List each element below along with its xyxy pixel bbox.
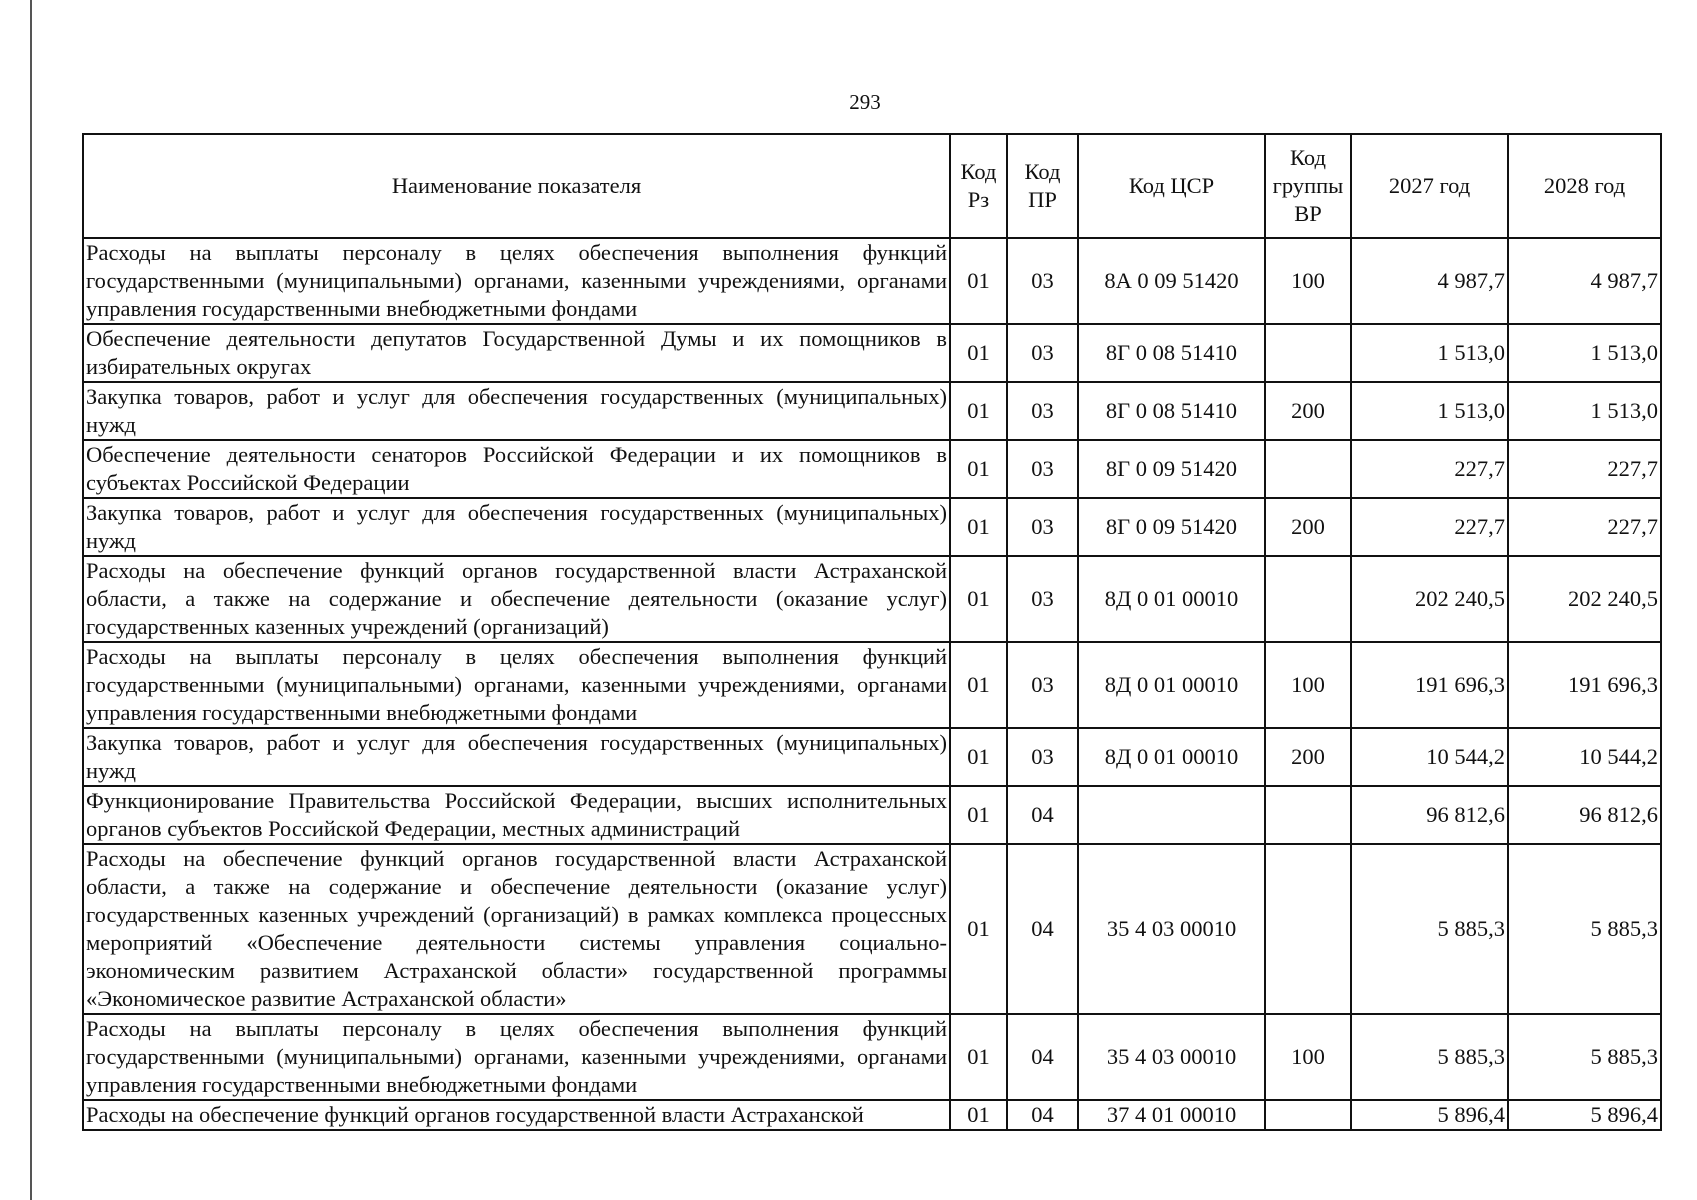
row-vr — [1265, 1100, 1351, 1130]
table-row — [83, 1100, 1661, 1130]
row-pr: 03 — [1007, 238, 1078, 324]
table-row — [83, 238, 1661, 324]
row-name: Закупка товаров, работ и услуг для обеспечения государственных (муниципальных) нужд — [83, 728, 950, 786]
row-rz: 01 — [950, 498, 1007, 556]
row-name: Расходы на выплаты персоналу в целях обеспечения выполнения функций государственными (муниципальными) органами, казенными учреждениями, органами управления государственными внебюджетными фондами — [83, 1014, 950, 1100]
row-2027: 227,7 — [1351, 498, 1508, 556]
header-pr: Код ПР — [1007, 134, 1078, 238]
header-2027: 2027 год — [1351, 134, 1508, 238]
table-row — [83, 440, 1661, 498]
row-2028: 191 696,3 — [1508, 642, 1661, 728]
row-rz: 01 — [950, 1100, 1007, 1130]
table-row — [83, 844, 1661, 1014]
row-2027: 227,7 — [1351, 440, 1508, 498]
table-row — [83, 382, 1661, 440]
row-vr: 200 — [1265, 382, 1351, 440]
header-rz: Код Рз — [950, 134, 1007, 238]
row-rz: 01 — [950, 642, 1007, 728]
row-csr: 8Д 0 01 00010 — [1078, 642, 1265, 728]
row-name: Расходы на обеспечение функций органов государственной власти Астраханской области, а также на содержание и обеспечение деятельности (оказание услуг) государственных казенных учреждений (организаций) — [83, 556, 950, 642]
row-pr: 03 — [1007, 642, 1078, 728]
row-rz: 01 — [950, 728, 1007, 786]
row-pr: 03 — [1007, 324, 1078, 382]
row-2028: 4 987,7 — [1508, 238, 1661, 324]
row-2028: 227,7 — [1508, 440, 1661, 498]
row-2027: 96 812,6 — [1351, 786, 1508, 844]
row-2028: 10 544,2 — [1508, 728, 1661, 786]
row-2027: 202 240,5 — [1351, 556, 1508, 642]
row-csr: 8Г 0 08 51410 — [1078, 382, 1265, 440]
page-number: 293 — [849, 90, 881, 114]
row-2027: 4 987,7 — [1351, 238, 1508, 324]
table-row — [83, 786, 1661, 844]
row-csr: 8Г 0 09 51420 — [1078, 498, 1265, 556]
row-2028: 5 885,3 — [1508, 844, 1661, 1014]
row-2027: 5 885,3 — [1351, 1014, 1508, 1100]
table-row — [83, 642, 1661, 728]
row-2028: 202 240,5 — [1508, 556, 1661, 642]
row-rz: 01 — [950, 440, 1007, 498]
row-name: Обеспечение деятельности депутатов Государственной Думы и их помощников в избирательных округах — [83, 324, 950, 382]
row-pr: 03 — [1007, 728, 1078, 786]
row-2027: 5 896,4 — [1351, 1100, 1508, 1130]
row-name: Обеспечение деятельности сенаторов Российской Федерации и их помощников в субъектах Российской Федерации — [83, 440, 950, 498]
row-2028: 96 812,6 — [1508, 786, 1661, 844]
row-rz: 01 — [950, 382, 1007, 440]
row-rz: 01 — [950, 786, 1007, 844]
table-row — [83, 728, 1661, 786]
row-vr — [1265, 324, 1351, 382]
row-vr — [1265, 556, 1351, 642]
row-pr: 04 — [1007, 844, 1078, 1014]
row-vr: 200 — [1265, 498, 1351, 556]
row-pr: 04 — [1007, 786, 1078, 844]
row-2027: 1 513,0 — [1351, 382, 1508, 440]
row-csr: 8Д 0 01 00010 — [1078, 728, 1265, 786]
header-vr: Код группы ВР — [1265, 134, 1351, 238]
row-name: Расходы на обеспечение функций органов государственной власти Астраханской — [83, 1100, 950, 1130]
table-row — [83, 556, 1661, 642]
margin-line — [30, 0, 32, 1200]
row-name: Закупка товаров, работ и услуг для обеспечения государственных (муниципальных) нужд — [83, 498, 950, 556]
row-csr: 8Г 0 08 51410 — [1078, 324, 1265, 382]
header-name: Наименование показателя — [83, 134, 950, 238]
row-vr: 100 — [1265, 238, 1351, 324]
header-row — [83, 134, 1661, 238]
row-pr: 03 — [1007, 382, 1078, 440]
row-2028: 5 896,4 — [1508, 1100, 1661, 1130]
row-name: Расходы на обеспечение функций органов государственной власти Астраханской области, а также на содержание и обеспечение деятельности (оказание услуг) государственных казенных учреждений (организаций) в рамках комплекса процессных мероприятий «Обеспечение деятельности системы управления социально-экономическим развитием Астраханской области» государственной программы «Экономическое развитие Астраханской области» — [83, 844, 950, 1014]
row-csr: 8Г 0 09 51420 — [1078, 440, 1265, 498]
row-name: Функционирование Правительства Российской Федерации, высших исполнительных органов субъектов Российской Федерации, местных администраций — [83, 786, 950, 844]
row-rz: 01 — [950, 238, 1007, 324]
row-2028: 5 885,3 — [1508, 1014, 1661, 1100]
row-csr — [1078, 786, 1265, 844]
row-csr: 37 4 01 00010 — [1078, 1100, 1265, 1130]
row-vr — [1265, 440, 1351, 498]
row-csr: 8А 0 09 51420 — [1078, 238, 1265, 324]
row-csr: 35 4 03 00010 — [1078, 1014, 1265, 1100]
row-rz: 01 — [950, 324, 1007, 382]
row-pr: 03 — [1007, 556, 1078, 642]
row-2028: 227,7 — [1508, 498, 1661, 556]
header-csr: Код ЦСР — [1078, 134, 1265, 238]
row-rz: 01 — [950, 556, 1007, 642]
row-rz: 01 — [950, 844, 1007, 1014]
table-row — [83, 1014, 1661, 1100]
row-csr: 35 4 03 00010 — [1078, 844, 1265, 1014]
row-vr — [1265, 786, 1351, 844]
row-2028: 1 513,0 — [1508, 382, 1661, 440]
row-2027: 1 513,0 — [1351, 324, 1508, 382]
row-name: Закупка товаров, работ и услуг для обеспечения государственных (муниципальных) нужд — [83, 382, 950, 440]
row-vr — [1265, 844, 1351, 1014]
table-body — [83, 238, 1661, 1130]
row-vr: 100 — [1265, 642, 1351, 728]
row-2028: 1 513,0 — [1508, 324, 1661, 382]
table-row — [83, 324, 1661, 382]
header-2028: 2028 год — [1508, 134, 1661, 238]
row-pr: 04 — [1007, 1100, 1078, 1130]
row-name: Расходы на выплаты персоналу в целях обеспечения выполнения функций государственными (муниципальными) органами, казенными учреждениями, органами управления государственными внебюджетными фондами — [83, 238, 950, 324]
row-2027: 191 696,3 — [1351, 642, 1508, 728]
row-pr: 04 — [1007, 1014, 1078, 1100]
budget-table — [82, 133, 1662, 1131]
row-pr: 03 — [1007, 498, 1078, 556]
row-vr: 200 — [1265, 728, 1351, 786]
row-rz: 01 — [950, 1014, 1007, 1100]
row-vr: 100 — [1265, 1014, 1351, 1100]
row-2027: 10 544,2 — [1351, 728, 1508, 786]
row-name: Расходы на выплаты персоналу в целях обеспечения выполнения функций государственными (муниципальными) органами, казенными учреждениями, органами управления государственными внебюджетными фондами — [83, 642, 950, 728]
row-csr: 8Д 0 01 00010 — [1078, 556, 1265, 642]
row-2027: 5 885,3 — [1351, 844, 1508, 1014]
row-pr: 03 — [1007, 440, 1078, 498]
table-row — [83, 498, 1661, 556]
